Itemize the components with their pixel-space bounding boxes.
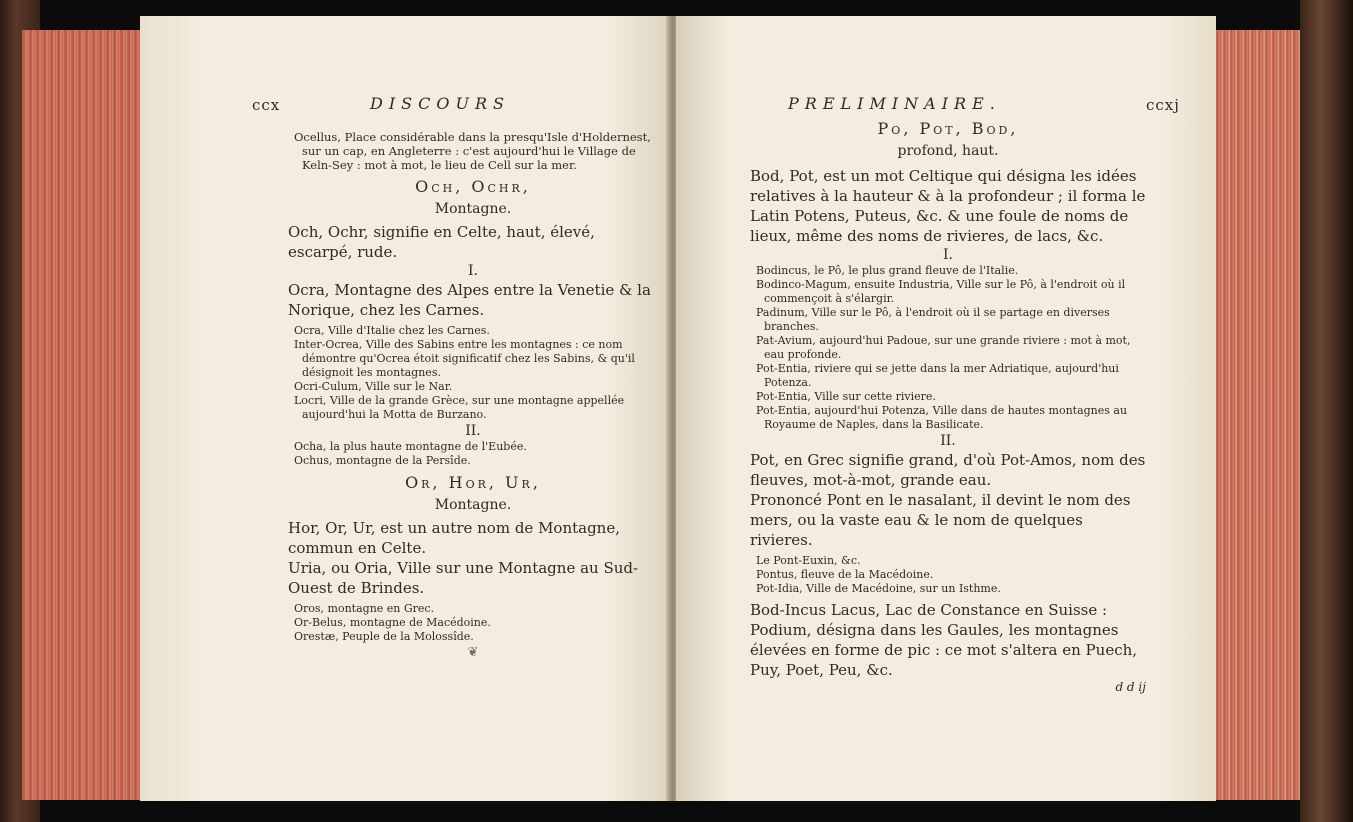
list-item: Or-Belus, montagne de Macédoine.: [294, 616, 491, 629]
entry-list-1: [750, 264, 1146, 432]
left-running-head: DISCOURS: [370, 94, 510, 113]
list-item: Bodinco-Magum, ensuite Industria, Ville sur le Pô, à l'endroit où il commençoit à s'élargir.: [756, 278, 1126, 305]
list-item: Le Pont-Euxin, &c.: [756, 554, 861, 567]
paragraph-pot: Pot, en Grec signifie grand, d'où Pot-Amos, nom des fleuves, mot-à-mot, grande eau.: [750, 451, 1146, 489]
entry-list-2: [288, 440, 658, 468]
list-item: Ocra, Ville d'Italie chez les Carnes.: [294, 324, 490, 337]
list-item: Orestæ, Peuple de la Molossîde.: [294, 630, 474, 643]
heading-po-gloss: profond, haut.: [897, 143, 999, 159]
paragraph-bod-incus: Bod-Incus Lacus, Lac de Constance en Suisse :: [750, 601, 1108, 619]
paragraph-podium: Podium, désigna dans les Gaules, les montagnes élevées en forme de pic : ce mot s'altera en Puech, Puy, Poet, Peu, &c.: [750, 621, 1138, 679]
heading-po: Po, Pot, Bod,: [877, 119, 1019, 138]
list-item: Bodincus, le Pô, le plus grand fleuve de l'Italie.: [756, 264, 1019, 277]
list-item: Oros, montagne en Grec.: [294, 602, 435, 615]
list-item: Inter-Ocrea, Ville des Sabins entre les montagnes : ce nom démontre qu'Ocrea étoit significatif chez les Sabins, & qu'il désignoit les montagnes.: [294, 338, 635, 379]
right-running-head: PRELIMINAIRE.: [788, 94, 1001, 113]
intro-entry: Ocellus, Place considérable dans la presqu'Isle d'Holdernest, sur un cap, en Angleterre : c'est aujourd'hui le Village de Keln-Sey : mot à mot, le lieu de Cell sur la mer.: [294, 130, 651, 172]
list-item: Ocha, la plus haute montagne de l'Eubée.: [294, 440, 527, 453]
heading-or-gloss: Montagne.: [434, 497, 512, 513]
list-item: Pot-Entia, riviere qui se jette dans la mer Adriatique, aujourd'hui Potenza.: [756, 362, 1119, 389]
book-foreedge-right: [1300, 0, 1353, 822]
section-number-1: I.: [468, 263, 478, 279]
section-number-2: II.: [940, 433, 956, 449]
page-edges-left: [22, 30, 144, 800]
list-item: Ochus, montagne de la Persîde.: [294, 454, 471, 467]
signature-mark: d d ij: [1115, 680, 1146, 694]
heading-och-gloss: Montagne.: [434, 201, 512, 217]
list-item: Pot-Entia, Ville sur cette riviere.: [756, 390, 936, 403]
right-folio: ccxj: [1146, 96, 1180, 114]
entry-list-2: [750, 554, 1146, 596]
left-text-column: [288, 130, 658, 662]
entry-list-3: [288, 602, 658, 644]
heading-och: Och, Ochr,: [415, 177, 531, 196]
paragraph-pont: Prononcé Pont en le nasalant, il devint le nom des mers, ou la vaste eau & le nom de quelques rivieres.: [750, 491, 1131, 549]
section-number-2: II.: [465, 423, 481, 439]
section-number-1: I.: [943, 247, 953, 263]
right-page: [676, 16, 1216, 801]
paragraph-hor: Hor, Or, Ur, est un autre nom de Montagne, commun en Celte.: [288, 519, 620, 557]
paragraph-uria: Uria, ou Oria, Ville sur une Montagne au Sud-Ouest de Brindes.: [288, 559, 639, 597]
list-item: Pot-Idia, Ville de Macédoine, sur un Isthme.: [756, 582, 1001, 595]
entry-list-1: [288, 324, 658, 422]
list-item: Padinum, Ville sur le Pô, à l'endroit où il se partage en diverses branches.: [756, 306, 1110, 333]
right-text-column: [750, 120, 1146, 694]
list-item: Pat-Avium, aujourd'hui Padoue, sur une grande riviere : mot à mot, eau profonde.: [756, 334, 1131, 361]
left-folio: ccx: [252, 96, 281, 114]
ornament-icon: ❦: [467, 645, 479, 660]
paragraph-och: Och, Ochr, signifie en Celte, haut, élevé, escarpé, rude.: [288, 223, 595, 261]
list-item: Pot-Entia, aujourd'hui Potenza, Ville dans de hautes montagnes au Royaume de Naples, dans la Basilicate.: [756, 404, 1128, 431]
paragraph-bod: Bod, Pot, est un mot Celtique qui désigna les idées relatives à la hauteur & à la profondeur ; il forma le Latin Potens, Puteus, &c. & une foule de noms de lieux, même des noms de rivieres, de lacs, &c.: [750, 167, 1146, 245]
paragraph-ocra: Ocra, Montagne des Alpes entre la Venetie & la Norique, chez les Carnes.: [288, 281, 651, 319]
heading-or: Or, Hor, Ur,: [405, 473, 541, 492]
list-item: Pontus, fleuve de la Macédoine.: [756, 568, 934, 581]
left-page: [140, 16, 670, 801]
list-item: Ocri-Culum, Ville sur le Nar.: [294, 380, 453, 393]
list-item: Locri, Ville de la grande Grèce, sur une montagne appellée aujourd'hui la Motta de Burzano.: [294, 394, 625, 421]
